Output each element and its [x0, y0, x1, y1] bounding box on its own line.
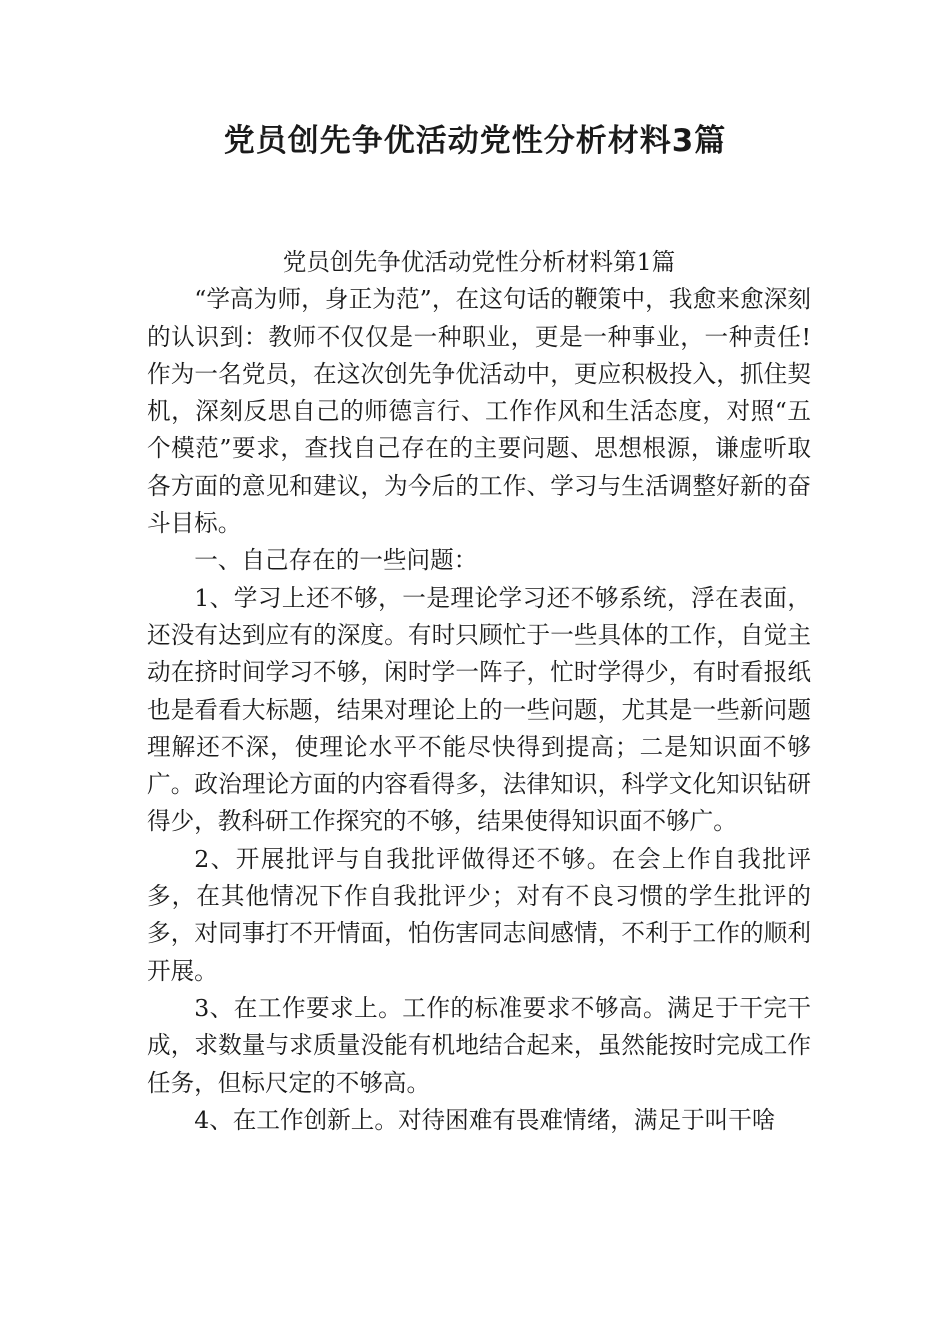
- paragraph-problem-2: 2、开展批评与自我批评做得还不够。在会上作自我批评多，在其他情况下作自我批评少；对有不良习惯的学生批评的多，对同事打不开情面，怕伤害同志间感情，不利于工作的顺利开展。: [147, 844, 811, 985]
- paragraph-heading-problems: 一、自己存在的一些问题：: [194, 546, 478, 575]
- paragraph-intro: “学高为师，身正为范”，在这句话的鞭策中，我愈来愈深刻的认识到：教师不仅仅是一种职业，更是一种事业，一种责任!作为一名党员，在这次创先争优活动中，更应积极投入，抓住契机，深刻反思自己的师德言行、工作作风和生活态度，对照“五个模范”要求，查找自己存在的主要问题、思想根源，谦虚听取各方面的意见和建议，为今后的工作、学习与生活调整好新的奋斗目标。: [147, 285, 811, 538]
- paragraph-problem-1: 1、学习上还不够，一是理论学习还不够系统，浮在表面，还没有达到应有的深度。有时只顾忙于一些具体的工作，自觉主动在挤时间学习不够，闲时学一阵子，忙时学得少，有时看报纸也是看看大标题，结果对理论上的一些问题，尤其是一些新问题理解还不深，使理论水平不能尽快得到提高；二是知识面不够广。政治理论方面的内容看得多，法律知识，科学文化知识钻研得少，教科研工作探究的不够，结果使得知识面不够广。: [147, 583, 811, 836]
- paragraph-problem-4: 4、在工作创新上。对待困难有畏难情绪，满足于叫干啥: [194, 1105, 776, 1134]
- paragraph-problem-3: 3、在工作要求上。工作的标准要求不够高。满足于干完干成，求数量与求质量没能有机地结合起来，虽然能按时完成工作任务，但标尺定的不够高。: [147, 993, 811, 1097]
- document-body: [147, 244, 811, 1139]
- section-title: 党员创先争优活动党性分析材料第1篇: [282, 248, 676, 276]
- document-title: 党员创先争优活动党性分析材料3篇: [223, 123, 727, 159]
